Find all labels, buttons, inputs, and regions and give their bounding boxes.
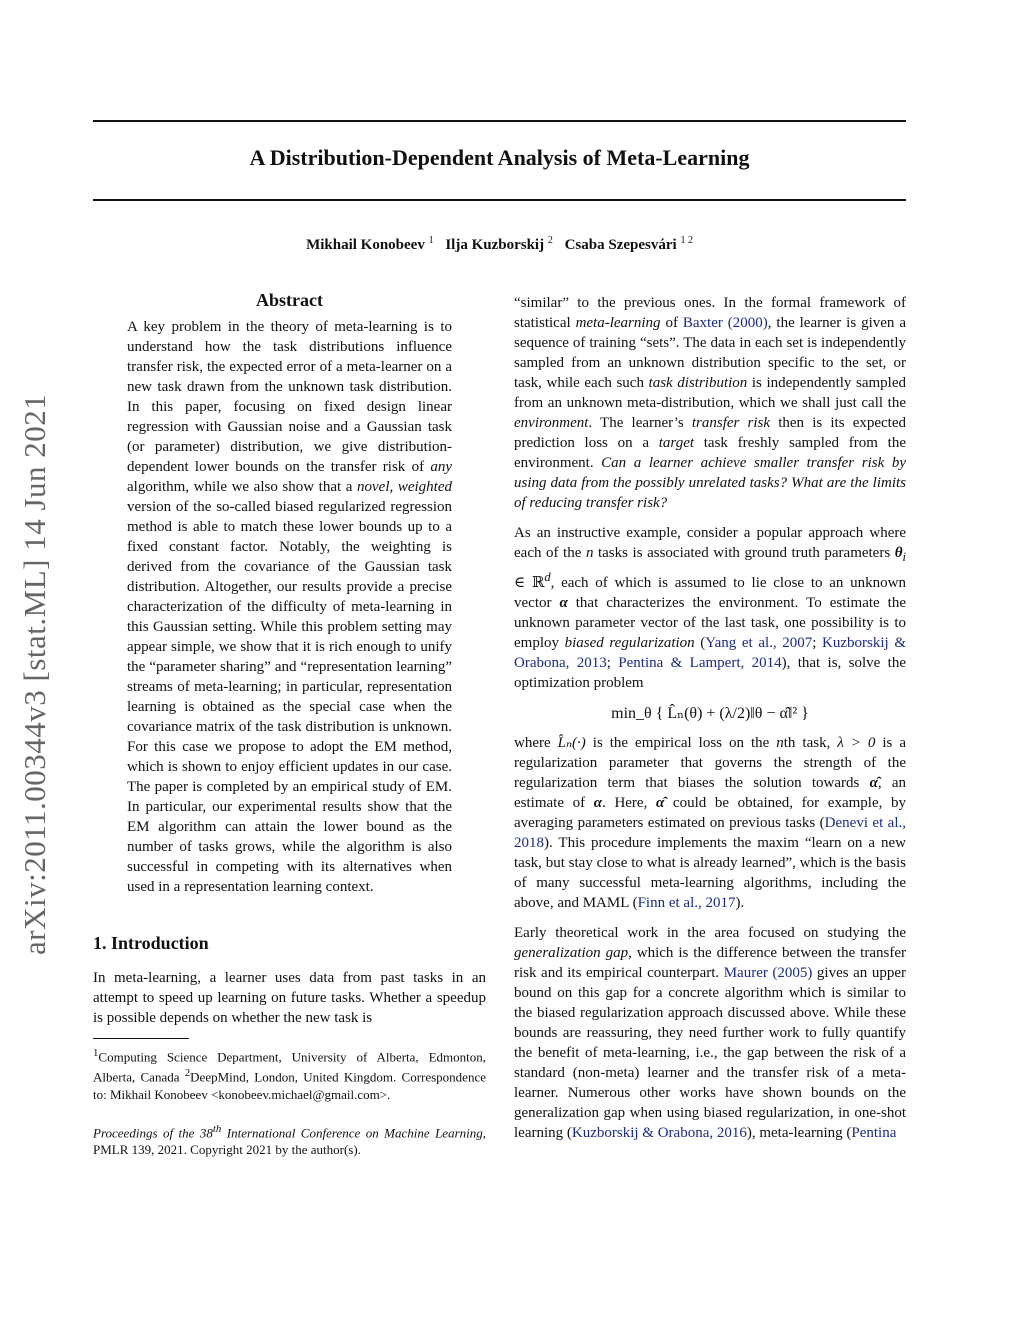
- abstract-heading: Abstract: [256, 290, 323, 310]
- body-paragraph: Early theoretical work in the area focused on studying the generalization gap, which is the difference between the transfer risk and its empirical counterpart. Maurer (2005) gives an upper bound on this gap for a concrete algorithm which is similar to the biased regularization approach discussed above. While these bounds are reassuring, they need further work to fully quantify the benefit of meta-learning, i.e., the gap between the risk of a standard (non-meta) learner and the transfer risk of a meta-learner. Numerous other works have shown bounds on the generalization gap when using biased regularization, in one-shot learning (Kuzborskij & Orabona, 2016), meta-learning (Pentina: [514, 925, 906, 1141]
- title-top-rule: [93, 120, 906, 122]
- author: Csaba Szepesvári $^{1 2}$: [564, 235, 693, 253]
- citation-link[interactable]: Denevi et al., 2018: [514, 815, 907, 851]
- author: Mikhail Konobeev $^1$: [306, 235, 434, 253]
- abstract-text: A key problem in the theory of meta-learning is to understand how the task distributions influence transfer risk, the expected error of a meta-learner on a new task drawn from the unknown task distribution. In this paper, focusing on fixed design linear regression with Gaussian noise and a Gaussian task (or parameter) distribution, we give distribution-dependent lower bounds on the transfer risk of any algorithm, while we also show that a novel, weighted version of the so-called biased regularized regression method is able to match these lower bounds up to a fixed constant factor. Notably, the weighting is derived from the covariance of the Gaussian task distribution. Altogether, our results provide a precise characterization of the difficulty of meta-learning in this Gaussian setting. While this problem setting may appear simple, we show that it is rich enough to unify the “parameter sharing” and “representation learning” streams of meta-learning; in particular, representation learning is obtained as the special case when the covariance matrix of the task distribution is unknown. For this case we propose to adopt the EM method, which is shown to enjoy efficient updates in our case. The paper is completed by an empirical study of EM. In particular, our experimental results show that the EM algorithm can attain the lower bound as the number of tasks grows, while the algorithm is also successful in competing with its alternatives when used in a representation learning context.: [127, 319, 452, 895]
- intro-paragraph: In meta-learning, a learner uses data from past tasks in an attempt to speed up learning on future tasks. Whether a speedup is possible depends on whether the new task is: [93, 970, 486, 1026]
- author-list: [93, 235, 906, 254]
- body-paragraph: where L̂ₙ(·) is the empirical loss on the nth task, λ > 0 is a regularization parameter that governs the strength of the regularization term that biases the solution towards α̂, an estimate of α. Here, α̂ could be obtained, for example, by averaging parameters estimated on previous tasks (Denevi et al., 2018). This procedure implements the maxim “learn on a new task, but stay close to what is already learned”, which is the basis of many successful meta-learning algorithms, including the above, and MAML (Finn et al., 2017).: [514, 735, 907, 911]
- citation-link[interactable]: Pentina: [851, 1125, 897, 1141]
- author: Ilja Kuzborskij $^2$: [445, 235, 553, 253]
- section-heading-introduction: 1. Introduction: [93, 933, 209, 953]
- body-paragraph: As an instructive example, consider a popular approach where each of the n tasks is associated with ground truth parameters $\theta_i$ ∈ ℝ$^d$, each of which is assumed to lie close to an unknown vector α that characterizes the environment. To estimate the unknown parameter vector of the last task, one possibility is to employ biased regularization (Yang et al., 2007; Kuzborskij & Orabona, 2013; Pentina & Lampert, 2014), that is, solve the optimization problem: [514, 525, 907, 691]
- citation-link[interactable]: Baxter (2000): [682, 315, 768, 331]
- paper-title: A Distribution-Dependent Analysis of Meta-Learning: [249, 145, 750, 170]
- citation-link[interactable]: Yang et al., 2007: [705, 635, 813, 651]
- body-paragraph: “similar” to the previous ones. In the formal framework of statistical meta-learning of Baxter (2000), the learner is given a sequence of training “sets”. The data in each set is independently sampled from an unknown distribution specific to the set, or task, while each such task distribution is independently sampled from an unknown meta-distribution, which we shall just call the environment. The learner’s transfer risk then is its expected prediction loss on a target task freshly sampled from the environment. Can a learner achieve smaller transfer risk by using data from the possibly unrelated tasks? What are the limits of reducing transfer risk?: [514, 295, 906, 511]
- citation-link[interactable]: Kuzborskij & Orabona, 2016: [571, 1125, 747, 1141]
- citation-link[interactable]: Finn et al., 2017: [637, 895, 736, 911]
- citation-link[interactable]: Maurer (2005): [723, 965, 813, 981]
- affiliation-footnote: $^1$Computing Science Department, University of Alberta, Edmonton, Alberta, Canada $^2$DeepMind, London, United Kingdom. Correspondence to: Mikhail Konobeev <konobeev.michael@gmail.com>.: [93, 1047, 486, 1102]
- citation-link[interactable]: Pentina & Lampert, 2014: [618, 655, 782, 671]
- footnote-rule: [93, 1038, 189, 1039]
- title-bottom-rule: [93, 199, 906, 201]
- left-column: [93, 290, 486, 1158]
- optimization-equation: min_θ { L̂ₙ(θ) + (λ/2)‖θ − α̂‖² }: [611, 705, 809, 722]
- arxiv-stamp: arXiv:2011.00344v3 [stat.ML] 14 Jun 2021: [17, 393, 52, 955]
- right-column: [514, 293, 906, 1153]
- citation-link[interactable]: Kuzborskij & Orabona, 2013: [514, 635, 906, 671]
- proceedings-note: Proceedings of the 38th International Conference on Machine Learning, PMLR 139, 2021. Copyright 2021 by the author(s).: [93, 1122, 486, 1157]
